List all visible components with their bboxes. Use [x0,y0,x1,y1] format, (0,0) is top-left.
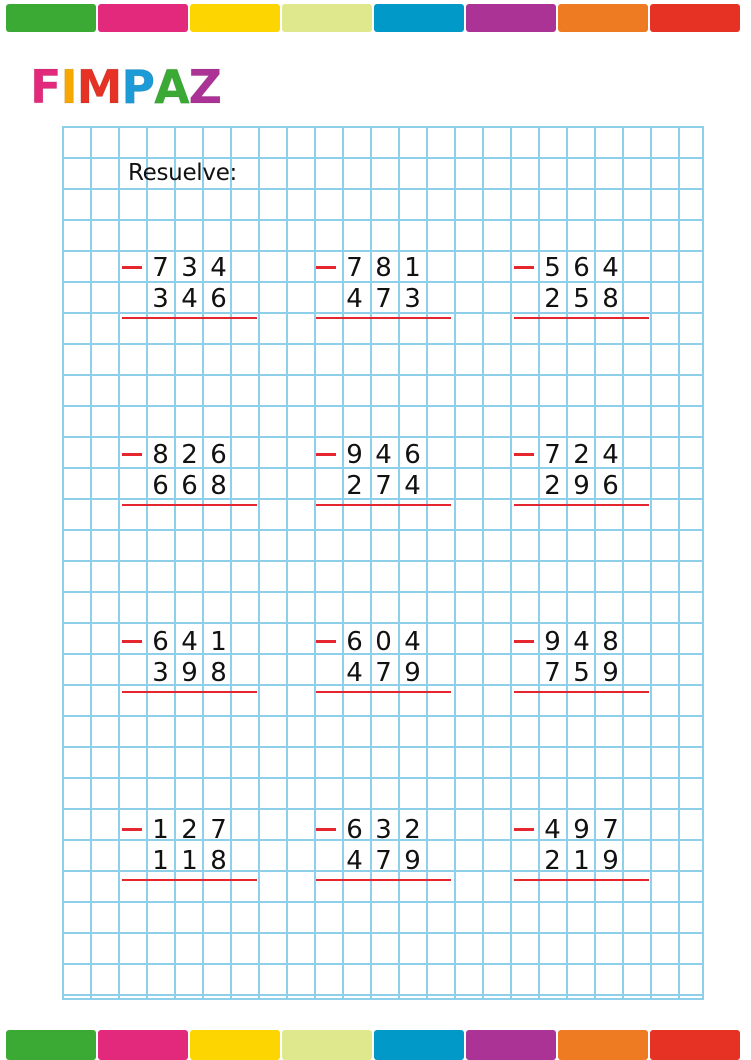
stripe-segment [282,4,372,32]
digit: 8 [210,658,227,688]
digit: 7 [152,253,169,283]
subtrahend [538,284,625,314]
digit: 5 [573,658,590,688]
answer-line [514,317,649,319]
minus-sign [122,266,142,269]
digit: 4 [602,440,619,470]
stripe-segment [190,4,280,32]
subtrahend [146,284,233,314]
stripe-segment [558,4,648,32]
digit: 6 [346,627,363,657]
minuend [146,440,233,470]
digit: 4 [346,846,363,876]
digit: 9 [602,846,619,876]
answer-line [514,691,649,693]
digit: 6 [210,440,227,470]
answer-line [122,317,257,319]
answer-line [122,504,257,506]
digit: 9 [573,471,590,501]
answer-line [122,691,257,693]
fimpaz-logo [30,58,222,114]
digit: 7 [544,440,561,470]
minuend [340,627,427,657]
digit: 4 [181,627,198,657]
digit: 8 [602,284,619,314]
digit: 9 [404,658,421,688]
minuend [538,815,625,845]
subtrahend [146,658,233,688]
stripe-segment [282,1030,372,1060]
digit: 1 [404,253,421,283]
digit: 5 [573,284,590,314]
digit: 3 [404,284,421,314]
answer-line [122,879,257,881]
digit: 7 [602,815,619,845]
minus-sign [122,453,142,456]
logo-letter: A [154,60,189,114]
digit: 4 [602,253,619,283]
subtrahend [146,846,233,876]
stripe-segment [6,1030,96,1060]
worksheet-title: Resuelve: [128,160,238,186]
digit: 2 [544,471,561,501]
minus-sign [514,266,534,269]
minus-sign [316,640,336,643]
minus-sign [514,828,534,831]
digit: 7 [346,253,363,283]
minus-sign [316,828,336,831]
digit: 3 [152,658,169,688]
digit: 6 [152,627,169,657]
digit: 4 [544,815,561,845]
digit: 1 [573,846,590,876]
digit: 1 [152,846,169,876]
minuend [146,627,233,657]
minus-sign [316,453,336,456]
digit: 4 [404,627,421,657]
subtraction-problem [122,440,262,510]
digit: 6 [346,815,363,845]
subtraction-problem [316,440,456,510]
subtrahend [340,658,427,688]
digit: 4 [375,440,392,470]
digit: 3 [152,284,169,314]
top-color-stripe [6,4,740,32]
digit: 5 [544,253,561,283]
digit: 9 [602,658,619,688]
minus-sign [122,640,142,643]
digit: 2 [346,471,363,501]
digit: 4 [181,284,198,314]
logo-letter: P [121,60,155,114]
stripe-segment [98,1030,188,1060]
digit: 4 [573,627,590,657]
subtraction-problem [122,815,262,885]
subtraction-problem [316,253,456,323]
subtrahend [538,846,625,876]
minuend [146,253,233,283]
digit: 3 [181,253,198,283]
stripe-segment [98,4,188,32]
subtraction-problem [316,627,456,697]
subtraction-problem [514,253,654,323]
digit: 6 [210,284,227,314]
stripe-segment [650,1030,740,1060]
minuend [538,440,625,470]
digit: 9 [404,846,421,876]
subtrahend [146,471,233,501]
subtraction-problem [514,627,654,697]
subtrahend [538,658,625,688]
subtrahend [340,846,427,876]
digit: 1 [181,846,198,876]
digit: 7 [375,471,392,501]
digit: 7 [210,815,227,845]
stripe-segment [466,4,556,32]
subtrahend [538,471,625,501]
digit: 9 [544,627,561,657]
digit: 4 [404,471,421,501]
logo-letter: F [30,60,61,114]
subtrahend [340,284,427,314]
digit: 6 [152,471,169,501]
digit: 8 [375,253,392,283]
logo-letter: I [60,60,77,114]
minuend [146,815,233,845]
digit: 6 [181,471,198,501]
digit: 2 [544,846,561,876]
digit: 3 [375,815,392,845]
digit: 1 [152,815,169,845]
subtraction-problem [514,440,654,510]
bottom-color-stripe [6,1030,740,1060]
minuend [538,253,625,283]
answer-line [316,317,451,319]
stripe-segment [374,1030,464,1060]
stripe-segment [558,1030,648,1060]
minuend [340,253,427,283]
minus-sign [514,453,534,456]
digit: 9 [573,815,590,845]
answer-line [514,504,649,506]
subtrahend [340,471,427,501]
digit: 8 [210,471,227,501]
digit: 9 [346,440,363,470]
digit: 4 [346,658,363,688]
stripe-segment [6,4,96,32]
minus-sign [514,640,534,643]
digit: 7 [375,846,392,876]
digit: 9 [181,658,198,688]
digit: 1 [210,627,227,657]
digit: 8 [602,627,619,657]
digit: 6 [573,253,590,283]
digit: 7 [375,658,392,688]
minus-sign [122,828,142,831]
minuend [340,440,427,470]
logo-letter: Z [188,60,222,114]
digit: 7 [544,658,561,688]
digit: 2 [181,815,198,845]
digit: 0 [375,627,392,657]
subtraction-problem [514,815,654,885]
answer-line [514,879,649,881]
stripe-segment [650,4,740,32]
minus-sign [316,266,336,269]
digit: 6 [404,440,421,470]
digit: 4 [346,284,363,314]
digit: 2 [404,815,421,845]
answer-line [316,504,451,506]
subtraction-problem [316,815,456,885]
answer-line [316,691,451,693]
minuend [538,627,625,657]
digit: 4 [210,253,227,283]
digit: 8 [210,846,227,876]
digit: 2 [181,440,198,470]
subtraction-problem [122,253,262,323]
digit: 7 [375,284,392,314]
stripe-segment [190,1030,280,1060]
logo-letter: M [76,60,122,114]
digit: 2 [573,440,590,470]
subtraction-problem [122,627,262,697]
digit: 6 [602,471,619,501]
minuend [340,815,427,845]
digit: 2 [544,284,561,314]
digit: 8 [152,440,169,470]
stripe-segment [466,1030,556,1060]
stripe-segment [374,4,464,32]
answer-line [316,879,451,881]
